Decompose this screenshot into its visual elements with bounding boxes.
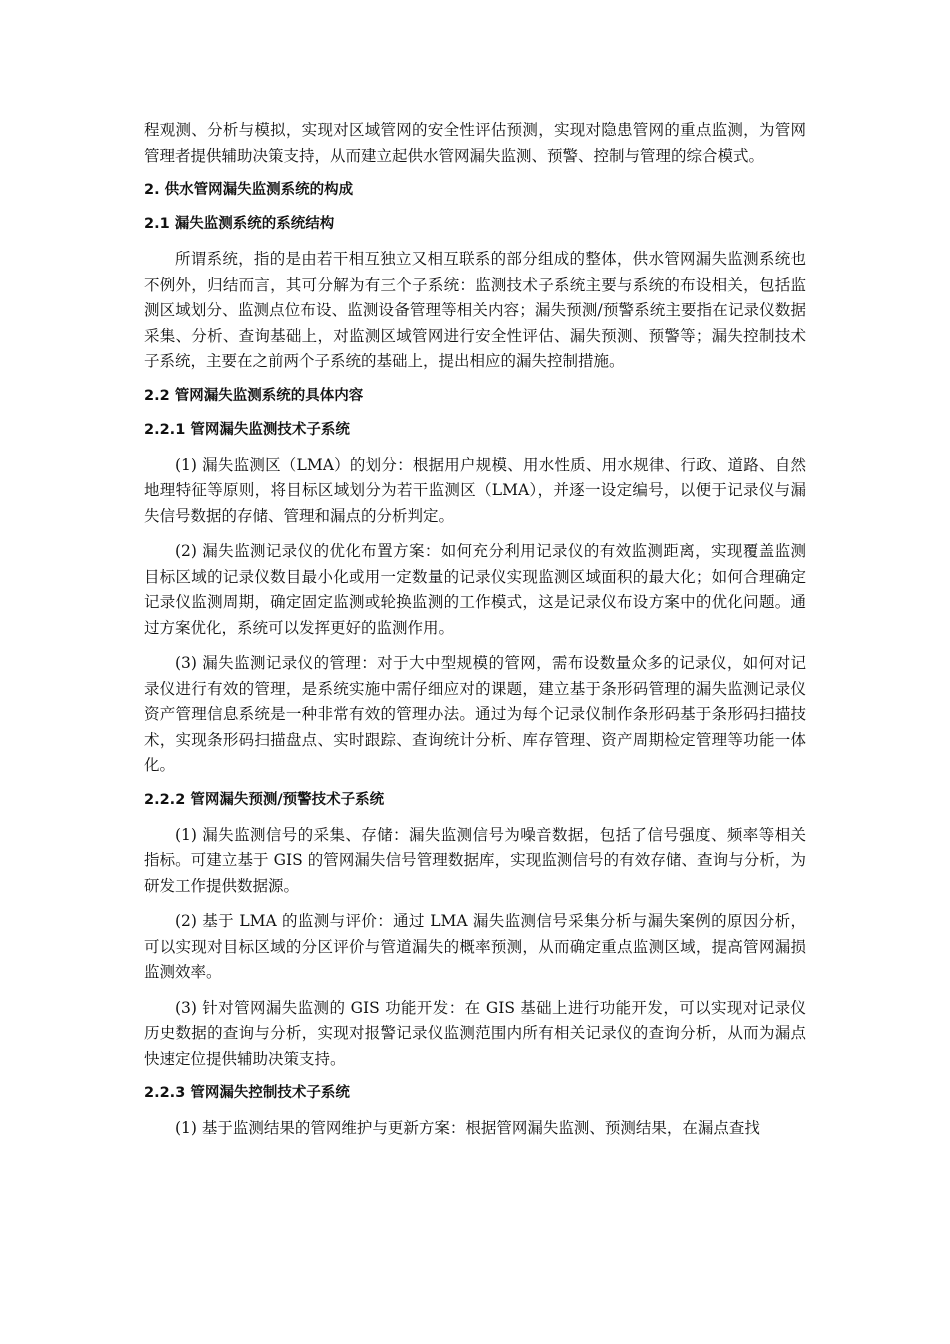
paragraph-gis-development: (3) 针对管网漏失监测的 GIS 功能开发：在 GIS 基础上进行功能开发，可以实现对记录仪历史数据的查询与分析，实现对报警记录仪监测范围内所有相关记录仪的查询分析，从而为漏点快速定位提供辅助决策支持。 bbox=[144, 998, 806, 1068]
section-heading-2-2: 2.2 管网漏失监测系统的具体内容 bbox=[144, 387, 364, 404]
paragraph-recorder-management: (3) 漏失监测记录仪的管理：对于大中型规模的管网，需布设数量众多的记录仪，如何对记录仪进行有效的管理，是系统实施中需仔细应对的课题，建立基于条形码管理的漏失监测记录仪资产管理信息系统是一种非常有效的管理办法。通过为每个记录仪制作条形码基于条形码扫描技术，实现条形码扫描盘点、实时跟踪、查询统计分析、库存管理、资产周期检定管理等功能一体化。 bbox=[144, 654, 806, 774]
paragraph-signal-collection: (1) 漏失监测信号的采集、存储：漏失监测信号为噪音数据，包括了信号强度、频率等相关指标。可建立基于 GIS 的管网漏失信号管理数据库，实现监测信号的有效存储、查询与分析，为研发工作提供数据源。 bbox=[144, 825, 806, 895]
section-heading-2-2-3: 2.2.3 管网漏失控制技术子系统 bbox=[144, 1085, 350, 1101]
paragraph-maintenance-plan: (1) 基于监测结果的管网维护与更新方案：根据管网漏失监测、预测结果，在漏点查找 bbox=[175, 1119, 760, 1137]
paragraph-system-structure: 所谓系统，指的是由若干相互独立又相互联系的部分组成的整体，供水管网漏失监测系统也不例外，归结而言，其可分解为有三个子系统：监测技术子系统主要与系统的布设相关，包括监测区域划分、监测点位布设、监测设备管理等相关内容；漏失预测/预警系统主要指在记录仪数据采集、分析、查询基础上，对监测区域管网进行安全性评估、漏失预测、预警等；漏失控制技术子系统，主要在之前两个子系统的基础上，提出相应的漏失控制措施。 bbox=[144, 250, 806, 370]
paragraph-lma-division: (1) 漏失监测区（LMA）的划分：根据用户规模、用水性质、用水规律、行政、道路、自然地理特征等原则，将目标区域划分为若干监测区（LMA），并逐一设定编号，以便于记录仪与漏失信号数据的存储、管理和漏点的分析判定。 bbox=[144, 455, 806, 525]
section-heading-2-1: 2.1 漏失监测系统的系统结构 bbox=[144, 216, 335, 232]
paragraph-lma-evaluation: (2) 基于 LMA 的监测与评价：通过 LMA 漏失监测信号采集分析与漏失案例的原因分析，可以实现对目标区域的分区评价与管道漏失的概率预测，从而确定重点监测区域，提高管网漏损监测效率。 bbox=[144, 912, 806, 981]
paragraph-intro-continuation: 程观测、分析与模拟，实现对区域管网的安全性评估预测，实现对隐患管网的重点监测，为管网管理者提供辅助决策支持，从而建立起供水管网漏失监测、预警、控制与管理的综合模式。 bbox=[144, 121, 806, 165]
section-heading-2: 2. 供水管网漏失监测系统的构成 bbox=[144, 182, 354, 198]
section-heading-2-2-2: 2.2.2 管网漏失预测/预警技术子系统 bbox=[144, 791, 385, 808]
paragraph-recorder-layout: (2) 漏失监测记录仪的优化布置方案：如何充分利用记录仪的有效监测距离，实现覆盖监测目标区域的记录仪数目最小化或用一定数量的记录仪实现监测区域面积的最大化；如何合理确定记录仪监测周期，确定固定监测或轮换监测的工作模式，这是记录仪布设方案中的优化问题。通过方案优化，系统可以发挥更好的监测作用。 bbox=[144, 542, 806, 637]
document-page bbox=[144, 118, 806, 1152]
section-heading-2-2-1: 2.2.1 管网漏失监测技术子系统 bbox=[144, 421, 350, 438]
